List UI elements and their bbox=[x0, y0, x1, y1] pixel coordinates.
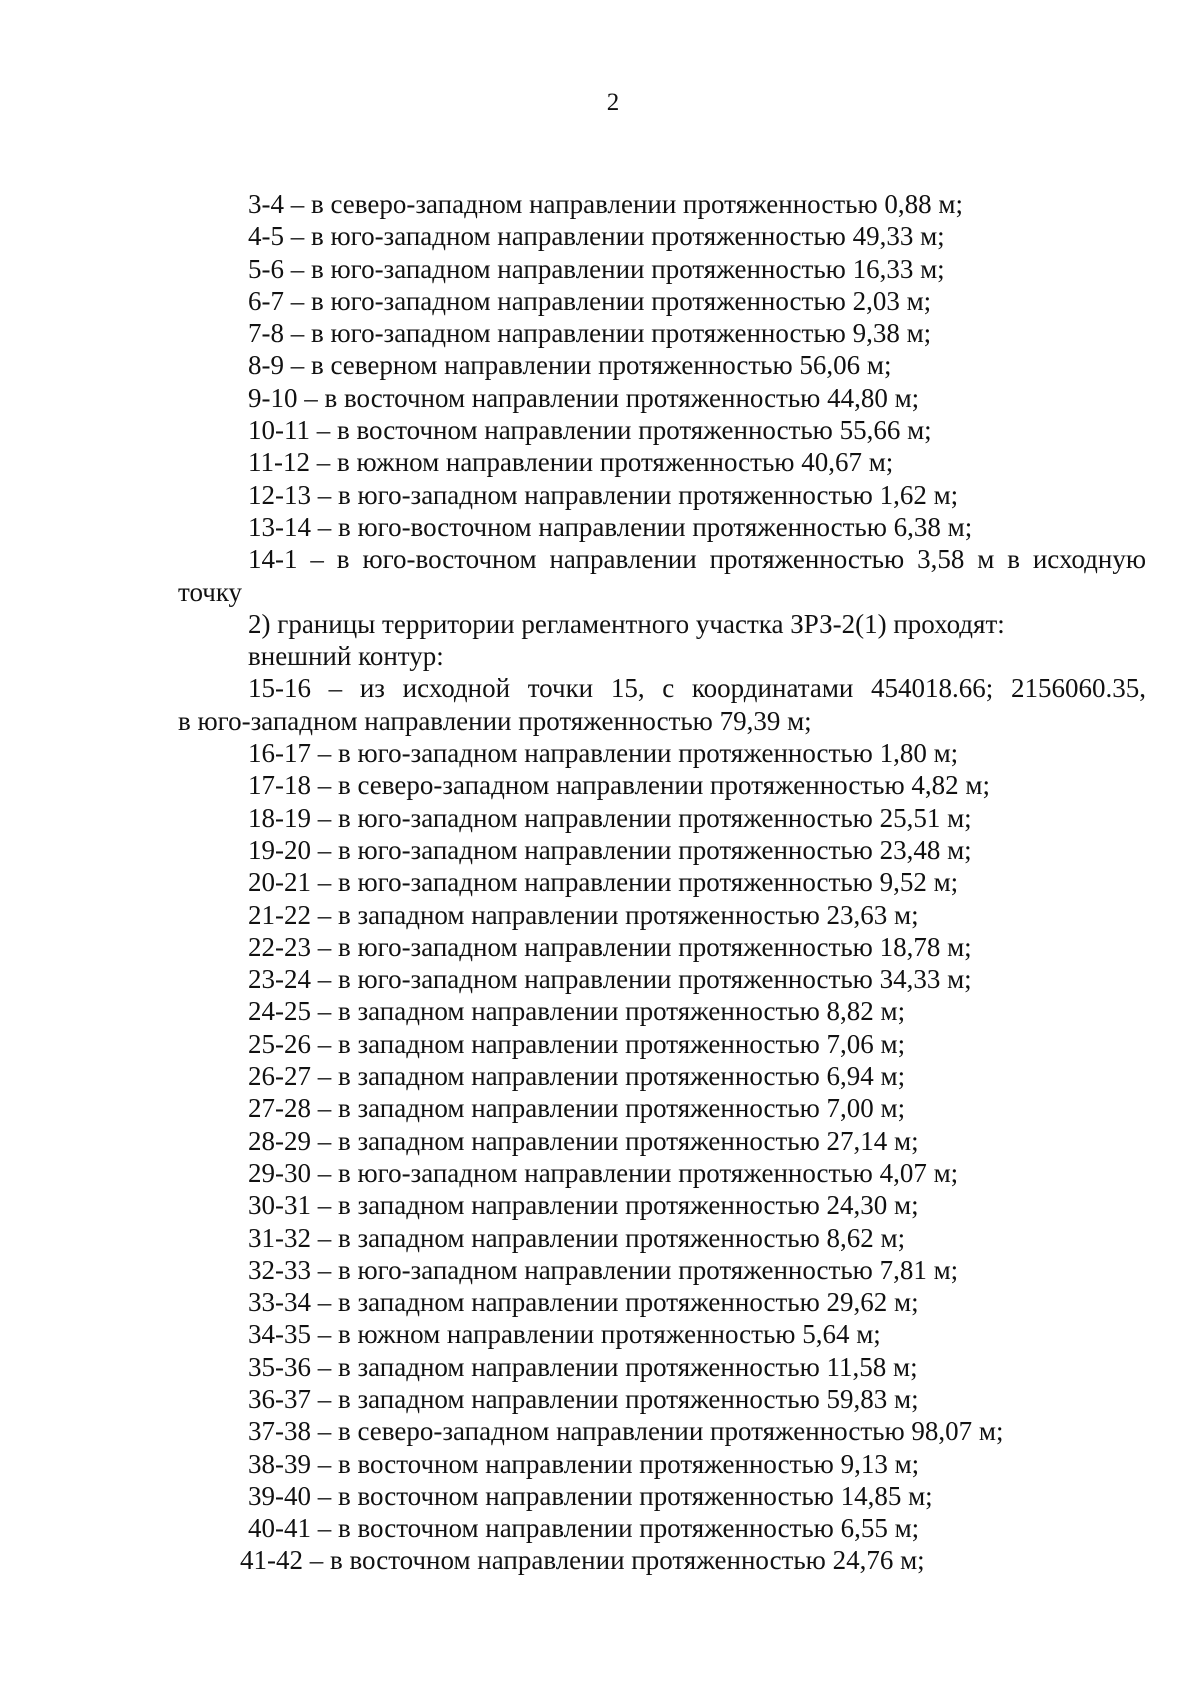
text-line: 9-10 – в восточном направлении протяженностью 44,80 м; bbox=[248, 382, 920, 413]
text-line: 4-5 – в юго-западном направлении протяженностью 49,33 м; bbox=[248, 221, 945, 252]
text-line: 41-42 – в восточном направлении протяженностью 24,76 м; bbox=[240, 1545, 925, 1576]
text-line: 21-22 – в западном направлении протяженностью 23,63 м; bbox=[248, 899, 919, 930]
text-line: 37-38 – в северо-западном направлении протяженностью 98,07 м; bbox=[248, 1416, 1004, 1447]
text-line: 13-14 – в юго-восточном направлении протяженностью 6,38 м; bbox=[248, 511, 973, 542]
text-line: 20-21 – в юго-западном направлении протяженностью 9,52 м; bbox=[248, 867, 959, 898]
text-line: 11-12 – в южном направлении протяженностью 40,67 м; bbox=[248, 447, 894, 478]
text-line: 5-6 – в юго-западном направлении протяженностью 16,33 м; bbox=[248, 253, 945, 284]
text-line: 35-36 – в западном направлении протяженностью 11,58 м; bbox=[248, 1351, 918, 1382]
text-line: 25-26 – в западном направлении протяженностью 7,06 м; bbox=[248, 1028, 906, 1059]
text-line: 40-41 – в восточном направлении протяженностью 6,55 м; bbox=[248, 1513, 920, 1544]
text-line: 27-28 – в западном направлении протяженностью 7,00 м; bbox=[248, 1093, 906, 1124]
text-line-continuation: точку bbox=[178, 576, 243, 607]
text-line: 29-30 – в юго-западном направлении протяженностью 4,07 м; bbox=[248, 1157, 959, 1188]
text-line: 12-13 – в юго-западном направлении протяженностью 1,62 м; bbox=[248, 479, 959, 510]
text-line-continuation: в юго-западном направлении протяженностью 79,39 м; bbox=[178, 705, 812, 736]
text-line: 30-31 – в западном направлении протяженностью 24,30 м; bbox=[248, 1190, 919, 1221]
text-line: 39-40 – в восточном направлении протяженностью 14,85 м; bbox=[248, 1480, 933, 1511]
text-line: 15-16 – из исходной точки 15, с координатами 454018.66; 2156060.35, bbox=[248, 673, 1146, 704]
text-line: 6-7 – в юго-западном направлении протяженностью 2,03 м; bbox=[248, 285, 932, 316]
text-line: 23-24 – в юго-западном направлении протяженностью 34,33 м; bbox=[248, 964, 972, 995]
text-line: 3-4 – в северо-западном направлении протяженностью 0,88 м; bbox=[248, 189, 963, 219]
text-line: 16-17 – в юго-западном направлении протяженностью 1,80 м; bbox=[248, 738, 959, 769]
text-line: 32-33 – в юго-западном направлении протяженностью 7,81 м; bbox=[248, 1254, 959, 1285]
text-line: 7-8 – в юго-западном направлении протяженностью 9,38 м; bbox=[248, 318, 932, 349]
text-line: 31-32 – в западном направлении протяженностью 8,62 м; bbox=[248, 1222, 906, 1253]
text-line: 28-29 – в западном направлении протяженностью 27,14 м; bbox=[248, 1125, 919, 1156]
text-line: 36-37 – в западном направлении протяженностью 59,83 м; bbox=[248, 1383, 919, 1414]
text-line: 14-1 – в юго-восточном направлении протяженностью 3,58 м в исходную bbox=[248, 544, 1146, 575]
text-line: 22-23 – в юго-западном направлении протяженностью 18,78 м; bbox=[248, 931, 972, 962]
text-line: 18-19 – в юго-западном направлении протяженностью 25,51 м; bbox=[248, 802, 972, 833]
document-body bbox=[0, 188, 1200, 1577]
section-heading: 2) границы территории регламентного участка ЗРЗ-2(1) проходят: bbox=[248, 608, 1005, 639]
text-line: 34-35 – в южном направлении протяженностью 5,64 м; bbox=[248, 1319, 881, 1350]
text-line: 8-9 – в северном направлении протяженностью 56,06 м; bbox=[248, 350, 892, 381]
text-line: 10-11 – в восточном направлении протяженностью 55,66 м; bbox=[248, 415, 932, 446]
text-line: 24-25 – в западном направлении протяженностью 8,82 м; bbox=[248, 996, 906, 1027]
subsection-label: внешний контур: bbox=[248, 641, 444, 672]
text-line: 33-34 – в западном направлении протяженностью 29,62 м; bbox=[248, 1287, 919, 1318]
text-line: 19-20 – в юго-западном направлении протяженностью 23,48 м; bbox=[248, 834, 972, 865]
text-line: 17-18 – в северо-западном направлении протяженностью 4,82 м; bbox=[248, 770, 990, 801]
page-number: 2 bbox=[606, 89, 620, 116]
text-line: 26-27 – в западном направлении протяженностью 6,94 м; bbox=[248, 1061, 906, 1092]
text-line: 38-39 – в восточном направлении протяженностью 9,13 м; bbox=[248, 1448, 920, 1479]
